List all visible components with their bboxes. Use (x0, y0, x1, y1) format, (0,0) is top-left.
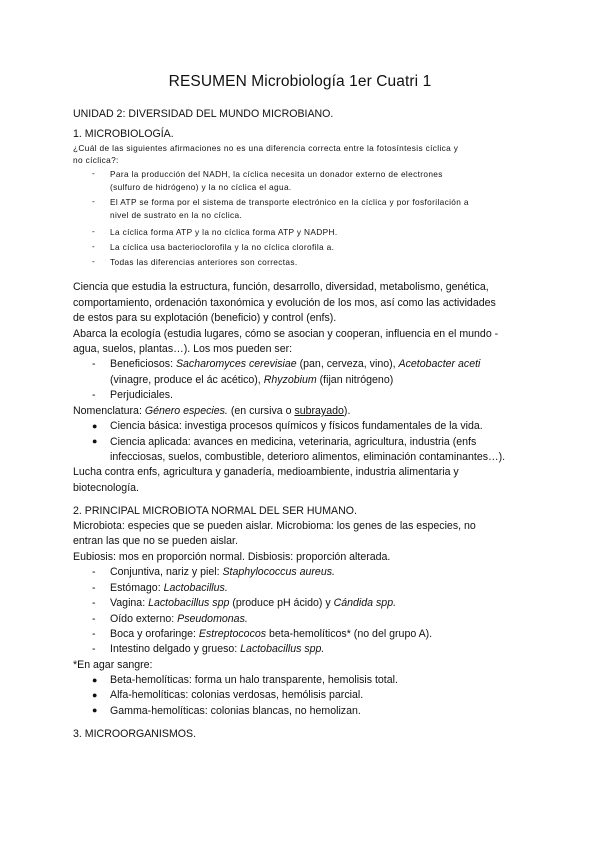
option-line: nivel de sustrato en la no cíclica. (110, 210, 243, 220)
microbiota-item: Intestino delgado y grueso: Lactobacillus spp. (110, 643, 325, 655)
bullet-icon: ● (92, 436, 98, 446)
microbiota-item: Oído externo: Pseudomonas. (110, 613, 248, 625)
nomenclature-line: Nomenclatura: Género especies. (en cursiva o subrayado). (73, 405, 351, 417)
section-1-heading: 1. MICROBIOLOGÍA. (73, 128, 174, 140)
applied-science-line: infecciosas, suelos, combustible, deterioro alimentos, eliminación contaminantes…). (110, 451, 506, 463)
basic-science-line: Ciencia básica: investiga procesos químicos y físicos fundamentales de la vida. (110, 420, 483, 432)
bullet-icon: ● (92, 705, 98, 715)
bullet-icon: ● (92, 690, 98, 700)
dash-icon: - (92, 628, 96, 640)
option-line: La cíclica forma ATP y la no cíclica forma ATP y NADPH. (110, 227, 338, 237)
question-line: no cíclica?: (73, 155, 119, 165)
definition-line: Ciencia que estudia la estructura, función, desarrollo, diversidad, metabolismo, genética, (73, 281, 489, 293)
section-2-heading: 2. PRINCIPAL MICROBIOTA NORMAL DEL SER HUMANO. (73, 505, 357, 517)
blood-agar-line: *En agar sangre: (73, 659, 153, 671)
hemolysis-item: Gamma-hemolíticas: colonias blancas, no hemolizan. (110, 705, 361, 717)
section-3-heading: 3. MICROORGANISMOS. (73, 728, 197, 740)
microbiota-item: Estómago: Lactobacillus. (110, 582, 228, 594)
dash-icon: - (92, 226, 95, 236)
microbiota-item: Boca y orofaringe: Estreptococos beta-hemolíticos* (no del grupo A). (110, 628, 433, 640)
option-line: (sulfuro de hidrógeno) y la no cíclica el agua. (110, 182, 292, 192)
microbiota-item: Vagina: Lactobacillus spp (produce pH ácido) y Cándida spp. (110, 597, 397, 609)
dash-icon: - (92, 613, 96, 625)
ecology-line: agua, suelos, plantas…). Los mos pueden ser: (73, 343, 293, 355)
bullet-icon: ● (92, 421, 98, 431)
unit-heading: UNIDAD 2: DIVERSIDAD DEL MUNDO MICROBIANO. (73, 108, 334, 120)
dash-icon: - (92, 256, 95, 266)
beneficial-line: Beneficiosos: Sacharomyces cerevisiae (pan, cerveza, vino), Acetobacter aceti (110, 358, 481, 370)
dash-icon: - (92, 358, 96, 370)
ecology-line: Abarca la ecología (estudia lugares, cómo se asocian y cooperan, influencia en el mundo - (73, 328, 499, 340)
microbiota-line: Microbiota: especies que se pueden aislar. Microbioma: los genes de las especies, no (73, 520, 476, 532)
definition-line: comportamiento, ordenación taxonómica y evolución de los mos, así como las actividades (73, 297, 496, 309)
option-line: La cíclica usa bacterioclorofila y la no cíclica clorofila a. (110, 242, 335, 252)
fight-line: biotecnología. (73, 482, 139, 494)
eubiosis-line: Eubiosis: mos en proporción normal. Disbiosis: proporción alterada. (73, 551, 391, 563)
option-line: Para la producción del NADH, la cíclica necesita un donador externo de electrones (110, 169, 443, 179)
bullet-icon: ● (92, 675, 98, 685)
dash-icon: - (92, 168, 95, 178)
dash-icon: - (92, 196, 95, 206)
applied-science-line: Ciencia aplicada: avances en medicina, veterinaria, agricultura, industria (enfs (110, 436, 477, 448)
dash-icon: - (92, 597, 96, 609)
option-line: El ATP se forma por el sistema de transporte electrónico en la cíclica y por fosforilación a (110, 197, 469, 207)
hemolysis-item: Beta-hemolíticas: forma un halo transparente, hemolisis total. (110, 674, 398, 686)
dash-icon: - (92, 389, 96, 401)
definition-line: de estos para su explotación (beneficio) y control (enfs). (73, 312, 337, 324)
page-title: RESUMEN Microbiología 1er Cuatri 1 (168, 73, 432, 90)
dash-icon: - (92, 582, 96, 594)
question-line: ¿Cuál de las siguientes afirmaciones no es una diferencia correcta entre la fotosíntesis cíclica y (73, 143, 459, 153)
dash-icon: - (92, 241, 95, 251)
beneficial-line: (vinagre, produce el ác acético), Rhyzobium (fijan nitrógeno) (110, 374, 394, 386)
dash-icon: - (92, 643, 96, 655)
microbiota-item: Conjuntiva, nariz y piel: Staphylococcus aureus. (110, 566, 335, 578)
fight-line: Lucha contra enfs, agricultura y ganadería, medioambiente, industria alimentaria y (73, 466, 459, 478)
hemolysis-item: Alfa-hemolíticas: colonias verdosas, hemólisis parcial. (110, 689, 364, 701)
option-line: Todas las diferencias anteriores son correctas. (110, 257, 298, 267)
microbiota-line: entran las que no se pueden aislar. (73, 535, 238, 547)
dash-icon: - (92, 566, 96, 578)
harmful-line: Perjudiciales. (110, 389, 174, 401)
